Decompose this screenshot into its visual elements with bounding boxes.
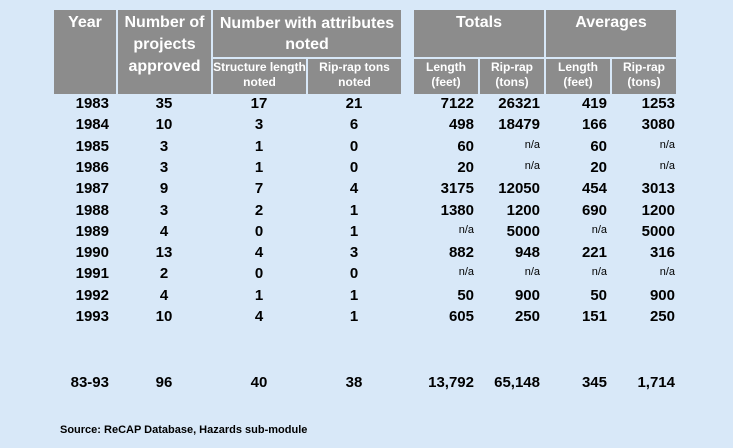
header-averages: Averages <box>546 10 676 57</box>
year-cell: 1987 <box>75 180 109 198</box>
projects-cell: 2 <box>159 265 169 283</box>
total-length-cell: 605 <box>448 308 474 325</box>
riprap-noted-cell: 0 <box>349 137 359 155</box>
total-length-cell: 60 <box>457 137 474 155</box>
avg-riprap-cell: 250 <box>649 308 675 325</box>
avg-riprap-cell: 3080 <box>641 116 675 134</box>
total-riprap-cell: 5000 <box>506 222 540 240</box>
total-riprap-cell: 65,148 <box>494 374 540 391</box>
header-totals-riprap: Rip-rap (tons) <box>480 59 544 94</box>
avg-riprap-cell: 5000 <box>641 222 675 240</box>
riprap-noted-cell: 1 <box>349 286 359 304</box>
projects-cell: 13 <box>155 244 173 262</box>
riprap-noted-cell: 4 <box>349 180 359 198</box>
year-cell: 1985 <box>75 137 109 155</box>
structure-cell: 4 <box>254 308 264 325</box>
total-riprap-cell: 26321 <box>498 95 540 112</box>
avg-riprap-cell: 1253 <box>641 95 675 112</box>
header-year: Year <box>54 10 116 94</box>
header-structure-length: Structure length noted <box>213 59 306 94</box>
total-riprap-cell: 900 <box>514 286 540 304</box>
projects-cell: 10 <box>155 308 173 325</box>
riprap-noted-cell: 0 <box>349 158 359 176</box>
structure-cell: 17 <box>250 95 268 112</box>
total-riprap-cell: 18479 <box>498 116 540 134</box>
year-cell: 1988 <box>75 201 109 219</box>
year-cell: 1992 <box>75 286 109 304</box>
structure-cell: 2 <box>254 201 264 219</box>
header-totals-length: Length (feet) <box>414 59 478 94</box>
projects-cell: 96 <box>155 374 173 391</box>
projects-cell: 4 <box>159 286 169 304</box>
total-length-cell: 13,792 <box>428 374 474 391</box>
total-riprap-cell: 12050 <box>498 180 540 198</box>
year-cell: 1989 <box>75 222 109 240</box>
avg-riprap-cell: 3013 <box>641 180 675 198</box>
total-riprap-cell: 1200 <box>506 201 540 219</box>
structure-cell: 1 <box>254 158 264 176</box>
structure-cell: 40 <box>250 374 268 391</box>
structure-cell: 0 <box>254 265 264 283</box>
source-note: Source: ReCAP Database, Hazards sub-module <box>60 424 308 436</box>
total-length-cell: 20 <box>457 158 474 176</box>
structure-cell: 4 <box>254 244 264 262</box>
structure-cell: 1 <box>254 137 264 155</box>
avg-riprap-cell: 316 <box>649 244 675 262</box>
year-cell: 1990 <box>75 244 109 262</box>
projects-cell: 9 <box>159 180 169 198</box>
avg-length-cell: 454 <box>581 180 607 198</box>
header-averages-length: Length (feet) <box>546 59 610 94</box>
total-riprap-cell: n/a <box>524 266 540 279</box>
avg-length-cell: 20 <box>590 158 607 176</box>
riprap-noted-cell: 1 <box>349 222 359 240</box>
avg-length-cell: 60 <box>590 137 607 155</box>
year-cell: 1986 <box>75 158 109 176</box>
structure-cell: 3 <box>254 116 264 134</box>
projects-cell: 35 <box>155 95 173 112</box>
projects-cell: 4 <box>159 222 169 240</box>
total-length-cell: 1380 <box>440 201 474 219</box>
structure-cell: 0 <box>254 222 264 240</box>
riprap-noted-cell: 21 <box>345 95 363 112</box>
total-riprap-cell: 948 <box>514 244 540 262</box>
riprap-noted-cell: 1 <box>349 201 359 219</box>
avg-length-cell: 221 <box>581 244 607 262</box>
projects-cell: 3 <box>159 137 169 155</box>
avg-riprap-cell: n/a <box>659 159 675 172</box>
avg-riprap-cell: n/a <box>659 266 675 279</box>
header-averages-riprap: Rip-rap (tons) <box>612 59 676 94</box>
avg-riprap-cell: 900 <box>649 286 675 304</box>
total-length-cell: 498 <box>448 116 474 134</box>
structure-cell: 7 <box>254 180 264 198</box>
total-riprap-cell: n/a <box>524 138 540 151</box>
total-length-cell: n/a <box>458 266 474 279</box>
riprap-noted-cell: 6 <box>349 116 359 134</box>
header-totals: Totals <box>414 10 544 57</box>
structure-cell: 1 <box>254 286 264 304</box>
riprap-noted-cell: 1 <box>349 308 359 325</box>
year-cell: 83-93 <box>70 374 109 391</box>
avg-length-cell: n/a <box>591 223 607 236</box>
riprap-noted-cell: 38 <box>345 374 363 391</box>
riprap-noted-cell: 3 <box>349 244 359 262</box>
avg-length-cell: 345 <box>581 374 607 391</box>
avg-riprap-cell: 1200 <box>641 201 675 219</box>
avg-length-cell: n/a <box>591 266 607 279</box>
avg-riprap-cell: 1,714 <box>637 374 675 391</box>
avg-length-cell: 50 <box>590 286 607 304</box>
avg-length-cell: 166 <box>581 116 607 134</box>
projects-cell: 3 <box>159 158 169 176</box>
projects-cell: 3 <box>159 201 169 219</box>
year-cell: 1991 <box>75 265 109 283</box>
total-length-cell: 882 <box>448 244 474 262</box>
avg-riprap-cell: n/a <box>659 138 675 151</box>
riprap-noted-cell: 0 <box>349 265 359 283</box>
total-riprap-cell: n/a <box>524 159 540 172</box>
total-riprap-cell: 250 <box>514 308 540 325</box>
header-riprap-noted: Rip-rap tons noted <box>308 59 401 94</box>
total-length-cell: n/a <box>458 223 474 236</box>
avg-length-cell: 690 <box>581 201 607 219</box>
year-cell: 1983 <box>75 95 109 112</box>
year-cell: 1993 <box>75 308 109 325</box>
year-cell: 1984 <box>75 116 109 134</box>
total-length-cell: 50 <box>457 286 474 304</box>
header-projects: Number of projects approved <box>118 10 211 94</box>
projects-cell: 10 <box>155 116 173 134</box>
total-length-cell: 7122 <box>440 95 474 112</box>
avg-length-cell: 151 <box>581 308 607 325</box>
header-with-attributes: Number with attributes noted <box>213 10 401 57</box>
total-length-cell: 3175 <box>440 180 474 198</box>
avg-length-cell: 419 <box>581 95 607 112</box>
